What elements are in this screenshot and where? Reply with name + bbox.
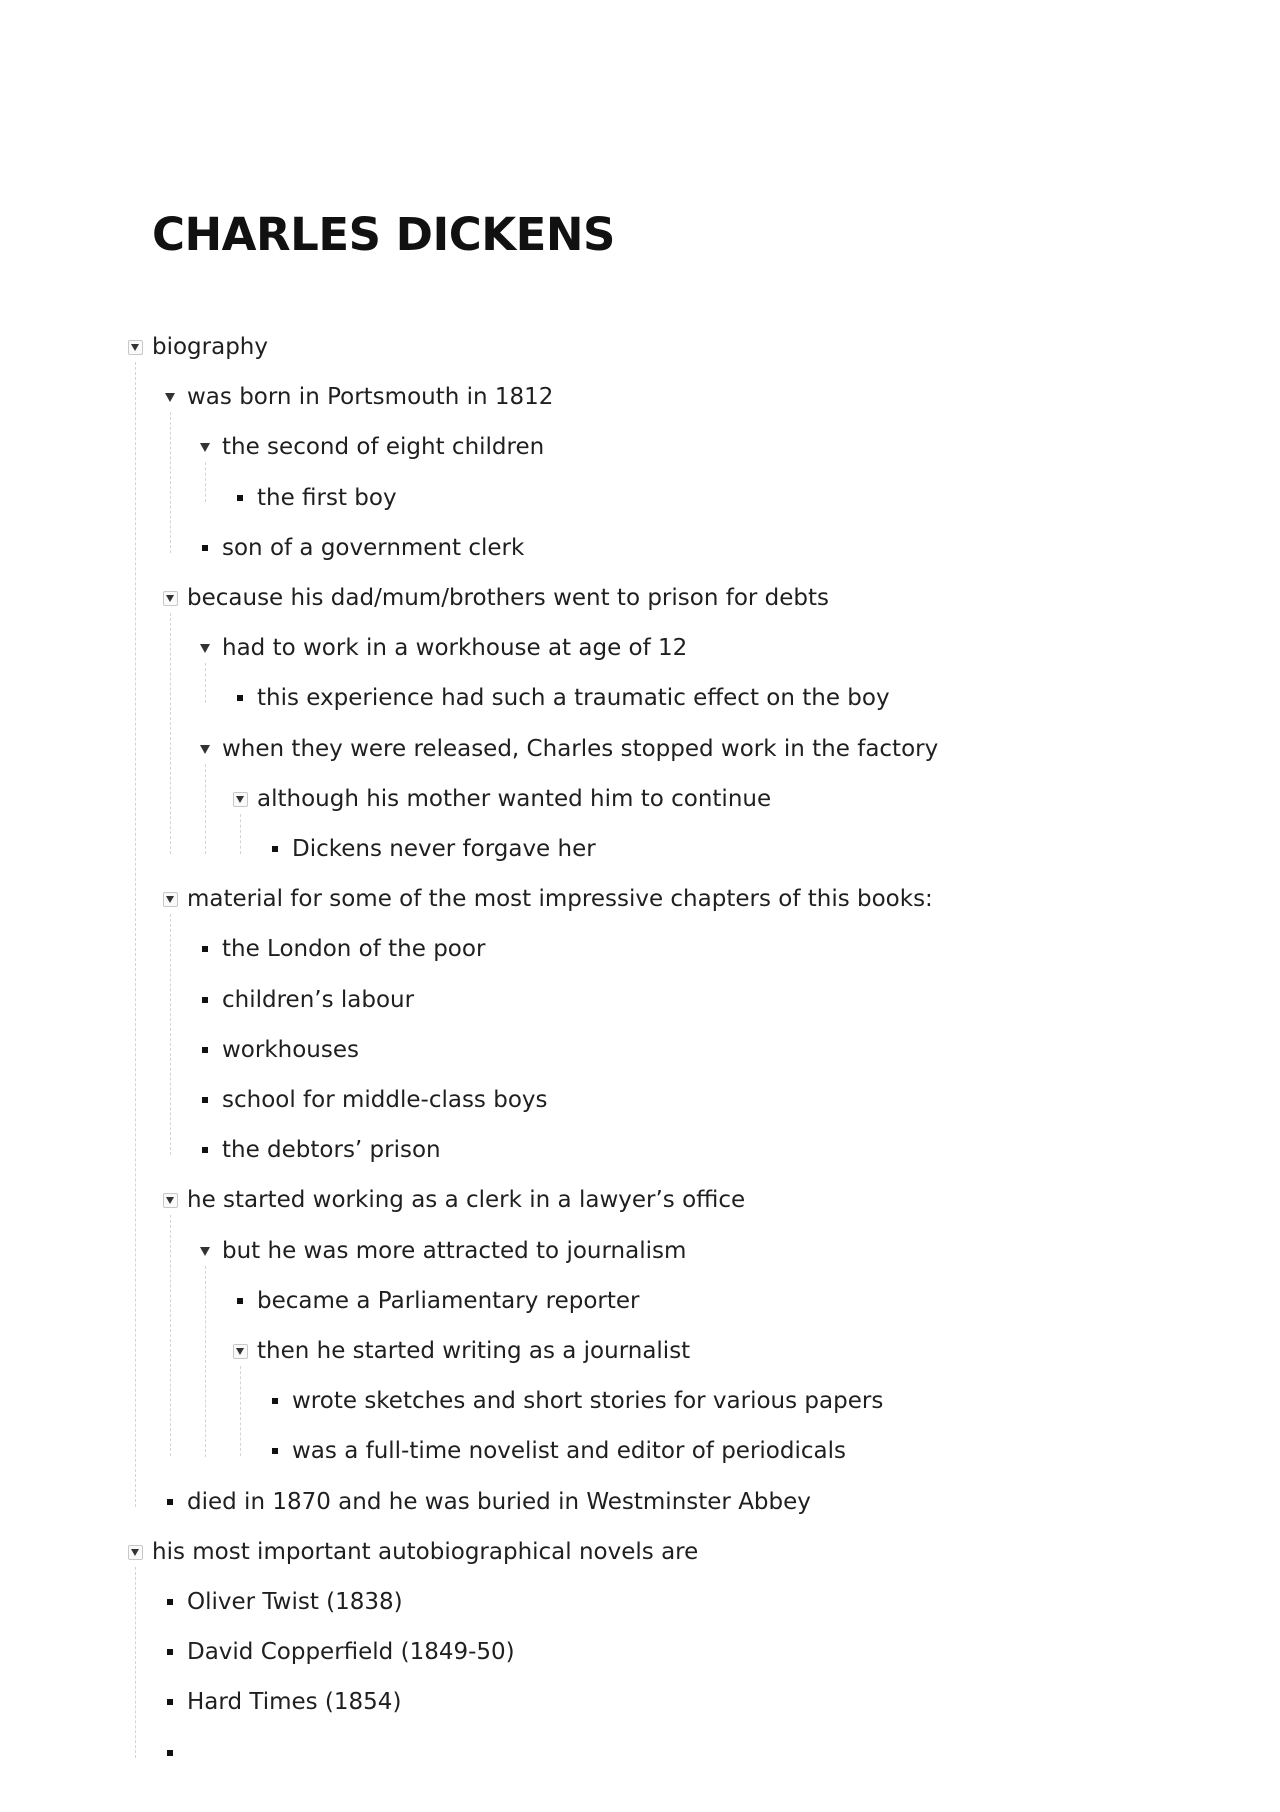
indent-guide [205, 1266, 206, 1457]
outline-item[interactable] [266, 1376, 883, 1426]
outline-item-text: had to work in a workhouse at age of 12 [222, 635, 688, 661]
triangle-down-icon [200, 443, 210, 452]
triangle-down-icon [166, 595, 174, 602]
collapse-toggle-icon[interactable] [196, 639, 214, 657]
outline-item-text: the debtors’ prison [222, 1137, 441, 1163]
square-bullet-icon [237, 495, 243, 501]
collapse-toggle-icon[interactable] [231, 790, 249, 808]
outline-item[interactable] [161, 874, 933, 924]
square-bullet-icon [167, 1699, 173, 1705]
outline-item[interactable] [196, 422, 544, 472]
outline-item-text: died in 1870 and he was buried in Westminster Abbey [187, 1489, 811, 1515]
indent-guide [170, 914, 171, 1155]
square-bullet-icon [202, 1097, 208, 1103]
square-bullet-icon [202, 1047, 208, 1053]
indent-guide [170, 1215, 171, 1456]
triangle-down-icon [165, 393, 175, 402]
outline-section[interactable] [126, 1527, 698, 1577]
indent-guide [170, 613, 171, 854]
outline-item[interactable] [161, 1627, 515, 1677]
toggle-box-icon [233, 1344, 248, 1359]
square-bullet-icon [202, 997, 208, 1003]
outline-item-text: Hard Times (1854) [187, 1689, 402, 1715]
outline-item-text: wrote sketches and short stories for various papers [292, 1388, 884, 1414]
toggle-box-icon [128, 1545, 143, 1560]
outline-item[interactable] [231, 1276, 640, 1326]
outline-item[interactable] [196, 1226, 686, 1276]
bullet-icon [196, 940, 214, 958]
outline-item[interactable] [231, 473, 397, 523]
triangle-down-icon [200, 745, 210, 754]
toggle-box-icon [163, 591, 178, 606]
outline-item[interactable] [196, 975, 414, 1025]
triangle-down-icon [166, 896, 174, 903]
square-bullet-icon [202, 1147, 208, 1153]
indent-guide [135, 1567, 136, 1758]
bullet-icon [161, 1643, 179, 1661]
outline-item-text: then he started writing as a journalist [257, 1338, 691, 1364]
collapse-toggle-icon[interactable] [196, 438, 214, 456]
triangle-down-icon [131, 344, 139, 351]
outline-item-text: the London of the poor [222, 936, 486, 962]
toggle-box-icon [163, 892, 178, 907]
toggle-box-icon [163, 1193, 178, 1208]
outline-item[interactable] [266, 824, 596, 874]
outline-item[interactable] [161, 1477, 811, 1527]
outline-item-text: the second of eight children [222, 434, 545, 460]
collapse-toggle-icon[interactable] [161, 890, 179, 908]
outline-item[interactable] [196, 523, 524, 573]
square-bullet-icon [237, 1298, 243, 1304]
outline-item-text: was born in Portsmouth in 1812 [187, 384, 554, 410]
outline-section[interactable] [126, 322, 268, 372]
outline-item[interactable] [196, 623, 687, 673]
triangle-down-icon [131, 1549, 139, 1556]
bullet-icon [231, 689, 249, 707]
outline-item[interactable] [231, 673, 890, 723]
outline-item-text: biography [152, 334, 268, 360]
indent-guide [240, 1366, 241, 1456]
bullet-icon [196, 1141, 214, 1159]
bullet-icon [161, 1493, 179, 1511]
toggle-box-icon [128, 340, 143, 355]
collapse-toggle-icon[interactable] [161, 1191, 179, 1209]
triangle-down-icon [200, 644, 210, 653]
square-bullet-icon [167, 1599, 173, 1605]
outline-item[interactable] [196, 924, 485, 974]
outline-item-text: son of a government clerk [222, 535, 525, 561]
square-bullet-icon [272, 846, 278, 852]
outline-item-text: his most important autobiographical novels are [152, 1539, 699, 1565]
bullet-icon [196, 1041, 214, 1059]
outline-item[interactable] [196, 1075, 548, 1125]
collapse-toggle-icon[interactable] [126, 338, 144, 356]
bullet-icon [161, 1593, 179, 1611]
square-bullet-icon [167, 1499, 173, 1505]
outline-item[interactable] [231, 774, 771, 824]
square-bullet-icon [237, 695, 243, 701]
bullet-icon [231, 1292, 249, 1310]
triangle-down-icon [166, 1197, 174, 1204]
square-bullet-icon [167, 1649, 173, 1655]
square-bullet-icon [272, 1398, 278, 1404]
outline-item-text: Dickens never forgave her [292, 836, 596, 862]
outline-item[interactable] [161, 573, 829, 623]
collapse-toggle-icon[interactable] [196, 740, 214, 758]
bullet-icon [161, 1744, 179, 1762]
outline-item-text: when they were released, Charles stopped work in the factory [222, 736, 939, 762]
bullet-icon [266, 1392, 284, 1410]
outline-item-text: he started working as a clerk in a lawyer’s office [187, 1187, 746, 1213]
document-title: CHARLES DICKENS [152, 208, 615, 261]
bullet-icon [231, 489, 249, 507]
square-bullet-icon [202, 946, 208, 952]
indent-guide [135, 362, 136, 1507]
collapse-toggle-icon[interactable] [161, 388, 179, 406]
toggle-box-icon [233, 792, 248, 807]
outline-item[interactable] [161, 372, 553, 422]
outline-item-text: material for some of the most impressive chapters of this books: [187, 886, 933, 912]
outline-item-text: because his dad/mum/brothers went to prison for debts [187, 585, 830, 611]
indent-guide [170, 412, 171, 553]
outline-item[interactable] [161, 1175, 745, 1225]
outline-item[interactable] [161, 1728, 187, 1778]
square-bullet-icon [272, 1448, 278, 1454]
outline-item[interactable] [196, 1025, 359, 1075]
outline-item-text: this experience had such a traumatic effect on the boy [257, 685, 890, 711]
outline-item-text: was a full-time novelist and editor of periodicals [292, 1438, 846, 1464]
outline-item[interactable] [231, 1326, 690, 1376]
square-bullet-icon [202, 545, 208, 551]
outline-item[interactable] [196, 1125, 441, 1175]
outline-item-text: school for middle-class boys [222, 1087, 548, 1113]
outline-item[interactable] [266, 1426, 846, 1476]
outline-item-text: Oliver Twist (1838) [187, 1589, 403, 1615]
triangle-down-icon [236, 1348, 244, 1355]
outline-item-text: David Copperfield (1849-50) [187, 1639, 515, 1665]
collapse-toggle-icon[interactable] [196, 1242, 214, 1260]
outline-item-text: workhouses [222, 1037, 360, 1063]
triangle-down-icon [200, 1247, 210, 1256]
collapse-toggle-icon[interactable] [126, 1543, 144, 1561]
square-bullet-icon [167, 1750, 173, 1756]
bullet-icon [161, 1693, 179, 1711]
bullet-icon [196, 1091, 214, 1109]
bullet-icon [196, 539, 214, 557]
outline-item[interactable] [161, 1577, 403, 1627]
bullet-icon [266, 1442, 284, 1460]
outline-item-text: but he was more attracted to journalism [222, 1238, 687, 1264]
bullet-icon [196, 991, 214, 1009]
outline-item-text: the first boy [257, 485, 397, 511]
indent-guide [205, 764, 206, 854]
outline-item[interactable] [196, 724, 938, 774]
collapse-toggle-icon[interactable] [161, 589, 179, 607]
triangle-down-icon [236, 796, 244, 803]
bullet-icon [266, 840, 284, 858]
collapse-toggle-icon[interactable] [231, 1342, 249, 1360]
outline-item-text: although his mother wanted him to continue [257, 786, 772, 812]
outline-item-text: became a Parliamentary reporter [257, 1288, 640, 1314]
outline-item[interactable] [161, 1677, 401, 1727]
outline-item-text: children’s labour [222, 987, 415, 1013]
